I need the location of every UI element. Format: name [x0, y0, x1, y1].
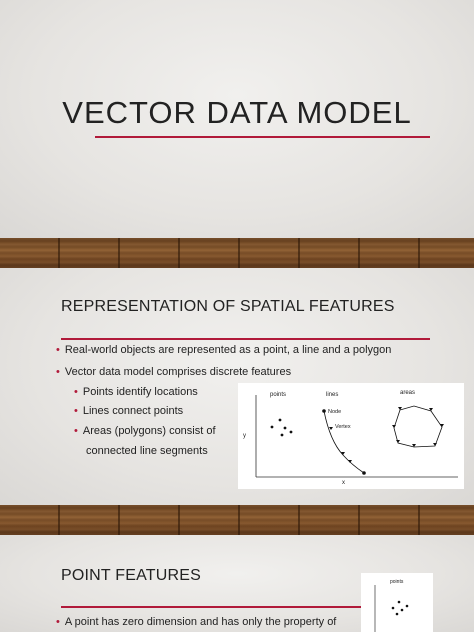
- sub-bullet-item: [74, 386, 198, 398]
- vertex-marker: [348, 460, 352, 463]
- vertex-marker: [392, 425, 396, 428]
- slide-title: [0, 0, 474, 238]
- vertex-marker: [396, 440, 400, 443]
- points-diagram: [361, 573, 433, 632]
- sub-bullet-item: [74, 405, 183, 417]
- slide-heading: POINT FEATURES: [61, 567, 202, 584]
- bullet-text: A point has zero dimension and has only the property of: [64, 616, 337, 628]
- point-features-figure: [361, 573, 433, 632]
- areas-label: areas: [400, 390, 416, 396]
- bullet-item: [56, 344, 391, 356]
- node-marker: [322, 409, 326, 413]
- point-marker: [406, 605, 409, 608]
- point-marker: [290, 431, 293, 434]
- bullet-text: Real-world objects are represented as a point, a line and a polygon: [64, 344, 392, 356]
- bullet-text: Vector data model comprises discrete features: [64, 366, 292, 378]
- wood-divider: [0, 505, 474, 535]
- point-marker: [271, 426, 274, 429]
- bullet-marker: •: [56, 616, 60, 628]
- slide-title-heading: VECTOR DATA MODEL: [62, 95, 412, 130]
- title-underline: [95, 136, 430, 138]
- point-marker: [401, 609, 404, 612]
- bullet-item: [56, 616, 336, 628]
- line-feature: [324, 411, 364, 473]
- slide-point-features: [0, 535, 474, 632]
- bullet-continuation: connected line segments: [86, 445, 208, 457]
- spatial-features-figure: [238, 383, 464, 489]
- y-axis-label: y: [243, 433, 246, 439]
- points-label: points: [270, 392, 287, 398]
- bullet-marker: •: [74, 386, 78, 398]
- slide-heading: REPRESENTATION OF SPATIAL FEATURES: [61, 298, 395, 315]
- point-marker: [284, 427, 287, 430]
- bullet-text: Areas (polygons) consist of: [82, 425, 216, 437]
- features-diagram: [238, 383, 464, 489]
- sub-bullet-item: [74, 425, 216, 437]
- wood-divider: [0, 238, 474, 268]
- vertex-label: Vertex: [335, 424, 351, 430]
- point-marker: [398, 601, 401, 604]
- x-axis-label: x: [342, 480, 345, 486]
- node-label: Node: [328, 409, 342, 415]
- slide-representation: [0, 268, 474, 505]
- bullet-marker: •: [74, 425, 78, 437]
- bullet-marker: •: [56, 366, 60, 378]
- vertex-marker: [433, 443, 437, 446]
- node-marker: [362, 471, 366, 475]
- bullet-item: [56, 366, 291, 378]
- bullet-text: Points identify locations: [82, 386, 198, 398]
- bullet-marker: •: [74, 405, 78, 417]
- bullet-marker: •: [56, 344, 60, 356]
- lines-label: lines: [326, 392, 339, 398]
- bullet-text: Lines connect points: [82, 405, 184, 417]
- area-feature: [394, 406, 442, 447]
- vertex-marker: [329, 427, 333, 430]
- point-marker: [392, 607, 395, 610]
- point-marker: [396, 613, 399, 616]
- point-marker: [279, 419, 282, 422]
- point-marker: [281, 434, 284, 437]
- points-label: points: [390, 579, 404, 585]
- heading-underline: [61, 338, 430, 340]
